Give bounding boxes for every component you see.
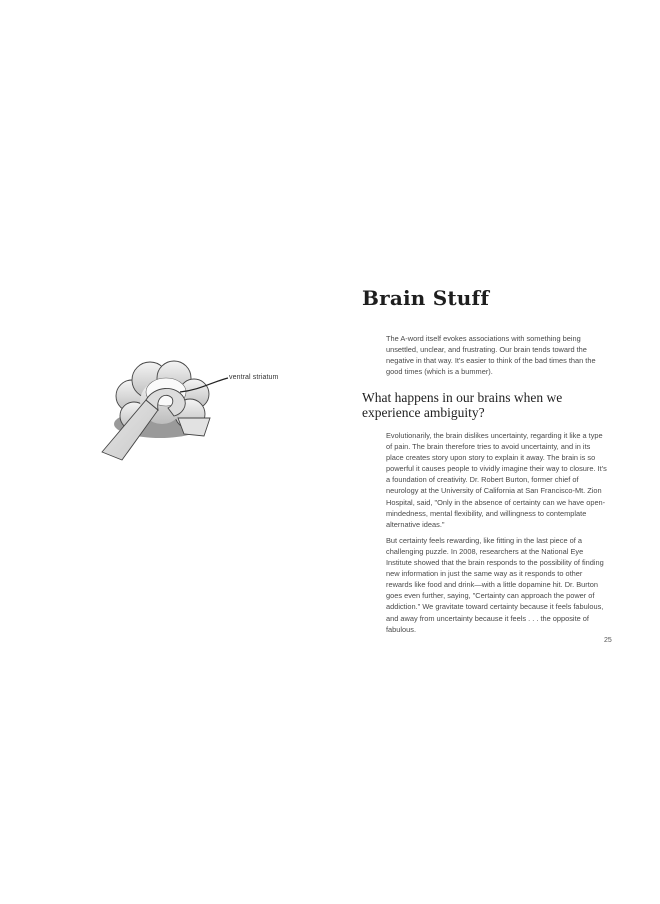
- ventral-striatum-label: ventral striatum: [229, 374, 279, 381]
- section-subheading: What happens in our brains when we experience ambiguity?: [362, 390, 563, 420]
- body-text: [386, 430, 608, 640]
- body-paragraph-1: Evolutionarily, the brain dislikes uncertainty, regarding it like a type of pain. The brain therefore tries to avoid uncertainty, and in its place creates story upon story to explain it away. The brain is so powerful it causes people to vividly imagine their way to closure. It's a foundation of creativity. Dr. Robert Burton, former chief of neurology at the University of California at San Francisco-Mt. Zion Hospital, said, "Only in the absence of certainty can we have open-mindedness, mental flexibility, and willingness to contemplate alternative ideas.": [386, 431, 607, 529]
- page-title: Brain Stuff: [362, 286, 490, 310]
- intro-paragraph: The A-word itself evokes associations with something being unsettled, unclear, and frustrating. Our brain tends toward the negative in that way. It's easier to think of the bad times than the good times (which is a bummer).: [386, 334, 596, 377]
- page-number: 25: [604, 637, 612, 644]
- brain-illustration: [92, 356, 312, 466]
- body-paragraph-2: But certainty feels rewarding, like fitting in the last piece of a challenging puzzle. In 2008, researchers at the National Eye Institute showed that the brain responds to the possibility of finding new information in just the same way as it responds to other rewards like food and drink—with a little dopamine hit. Dr. Burton goes even further, saying, "Certainty can approach the power of addiction." We gravitate toward certainty because it feels fabulous, and away from uncertainty because it feels . . . the opposite of fabulous.: [386, 535, 604, 634]
